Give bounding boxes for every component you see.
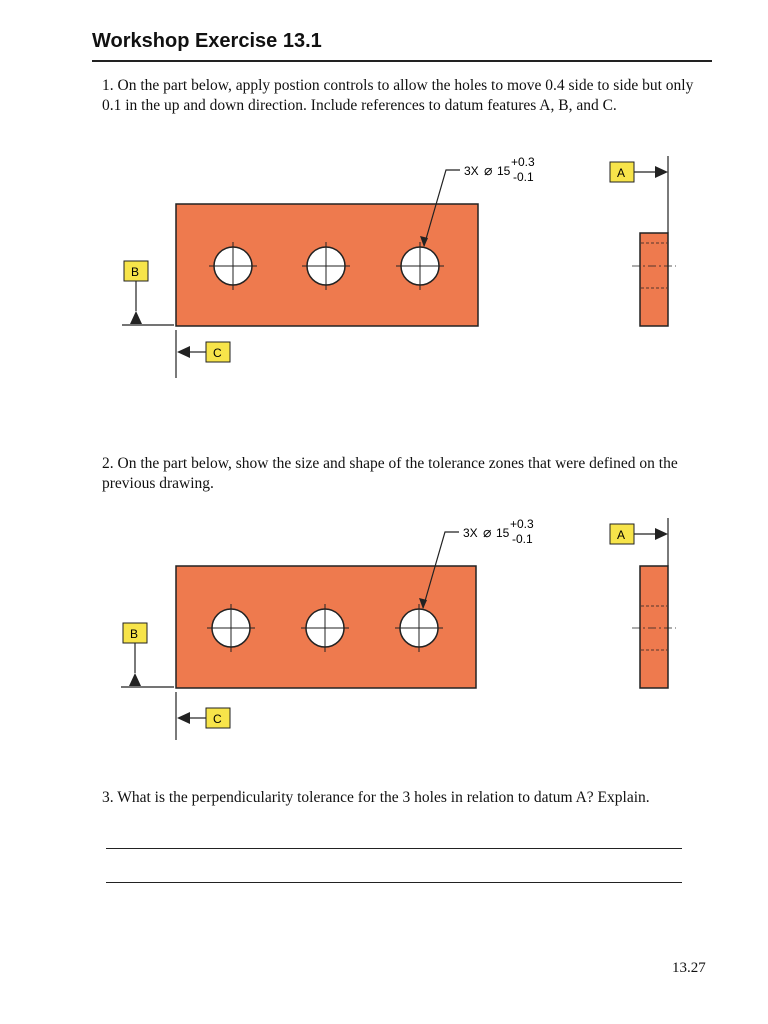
part-side-view [640,233,668,326]
lower-tolerance: -0.1 [512,532,533,546]
drawing-figure-1 [0,148,768,393]
question-3: 3. What is the perpendicularity tolerance for the 3 holes in relation to datum A? Explain. [102,789,650,806]
upper-tolerance: +0.3 [510,517,534,531]
page-number: 13.27 [672,960,706,976]
drawing-figure-2 [0,510,768,755]
answer-line-1[interactable] [106,848,682,849]
hole-size: 15 [496,526,510,540]
part-side-view [640,566,668,688]
hole-callout-count: 3X [464,164,479,178]
hole-callout-count: 3X [463,526,478,540]
answer-line-2[interactable] [106,882,682,883]
hole-size: 15 [497,164,511,178]
upper-tolerance: +0.3 [511,155,535,169]
datum-c-label: C [213,712,222,726]
datum-a-label: A [617,528,626,542]
datum-c-label: C [213,346,222,360]
datum-b-label: B [130,627,139,641]
question-1: 1. On the part below, apply postion controls to allow the holes to move 0.4 side to side but only 0.1 in the up and down direction. Include references to datum features A, B, and C. [102,77,694,114]
diameter-symbol: ⌀ [483,524,492,540]
datum-b-label: B [131,265,140,279]
title-divider [92,60,712,62]
page-title: Workshop Exercise 13.1 [92,30,322,52]
datum-a-label: A [617,166,626,180]
diameter-symbol: ⌀ [484,162,493,178]
question-2: 2. On the part below, show the size and shape of the tolerance zones that were defined on the previous drawing. [102,455,678,492]
lower-tolerance: -0.1 [513,170,534,184]
